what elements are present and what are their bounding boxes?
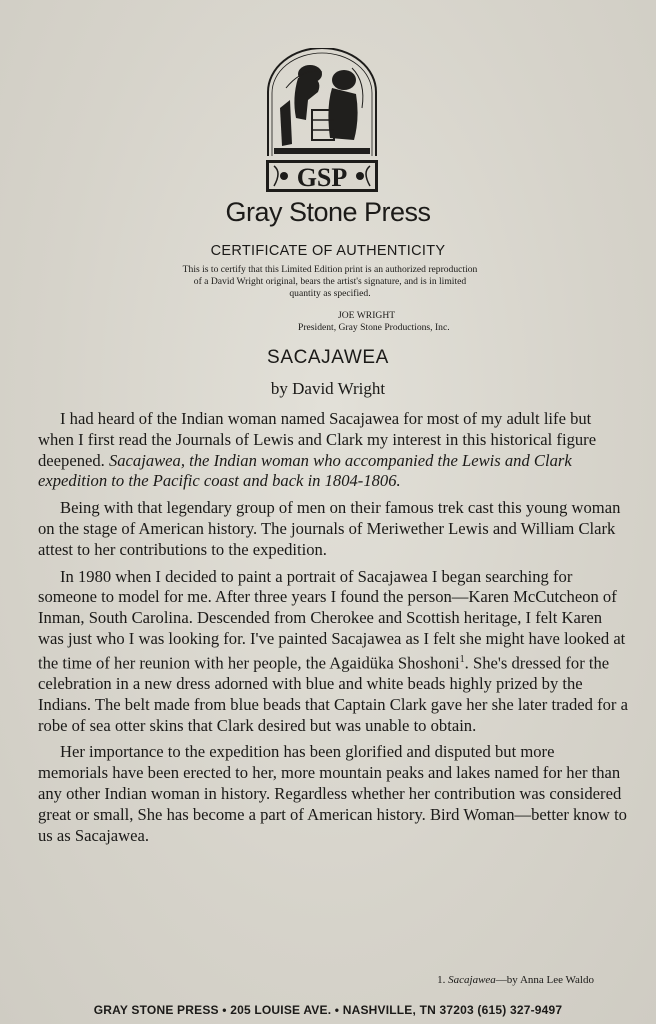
statement-paragraph-1 bbox=[38, 409, 628, 492]
artist-statement bbox=[38, 409, 628, 846]
certificate-line: of a David Wright original, bears the artist's signature, and is in limited bbox=[193, 276, 467, 287]
gray-stone-press-logo bbox=[262, 48, 382, 196]
paragraph-text: . She's dressed for the celebration in a new dress adorned with blue and white beads highly prized by the Indians. The belt made from blue beads that Captain Clark gave her she later traded for a robe of sea otter skins that Clark desired but was unable to obtain. bbox=[38, 653, 628, 735]
signer-block bbox=[298, 310, 558, 334]
paragraph-italic-text: Sacajawea, the Indian woman who accompanied the Lewis and Clark expedition to the Pacific coast and back in 1804-1806. bbox=[38, 450, 572, 491]
artwork-title: SACAJAWEA bbox=[267, 347, 389, 368]
paragraph-text: In 1980 when I decided to paint a portrait of Sacajawea I began searching for someone to model for me. After three years I found the person—Karen McCutcheon of Inman, South Carolina. Descended from Cherokee and Scottish heritage, I felt Karen was just who I was looking for. I've painted Sacajawea as I felt she might have looked at the time of her reunion with her people, the Agaidüka Shoshoni bbox=[38, 566, 626, 673]
footnote bbox=[437, 974, 594, 986]
artwork-byline: by David Wright bbox=[270, 379, 386, 398]
certificate-statement bbox=[150, 264, 510, 300]
footnote-author: —by Anna Lee Waldo bbox=[495, 974, 594, 986]
signer-name: JOE WRIGHT bbox=[338, 310, 396, 321]
footnote-number: 1. bbox=[437, 974, 446, 986]
certificate-line: This is to certify that this Limited Edition print is an authorized reproduction bbox=[182, 264, 478, 275]
footnote-title: Sacajawea bbox=[448, 974, 496, 986]
publisher-address-footer: GRAY STONE PRESS • 205 LOUISE AVE. • NASHVILLE, TN 37203 (615) 327-9497 bbox=[93, 1003, 563, 1017]
certificate-title: CERTIFICATE OF AUTHENTICITY bbox=[210, 243, 446, 259]
certificate-line: quantity as specified. bbox=[289, 288, 371, 299]
statement-paragraph-4: Her importance to the expedition has been glorified and disputed but more memorials have been erected to her, more mountain peaks and lakes named for her than any other Indian woman in history. Regardless whether her contribution was considered great or small, She has become a part of American history. Bird Woman—better know to us as Sacajawea. bbox=[38, 742, 627, 845]
signer-title: President, Gray Stone Productions, Inc. bbox=[298, 322, 450, 333]
footnote-marker: 1 bbox=[459, 653, 465, 665]
paragraph-text: I had heard of the Indian woman named Sacajawea for most of my adult life but when I first read the Journals of Lewis and Clark my interest in this historical figure deepened. bbox=[38, 409, 597, 470]
statement-paragraph-2: Being with that legendary group of men on their famous trek cast this young woman on the stage of American history. The journals of Meriwether Lewis and William Clark attest to her contributions to the expedition. bbox=[38, 498, 621, 559]
press-name: Gray Stone Press bbox=[225, 197, 431, 227]
statement-paragraph-3 bbox=[38, 567, 628, 737]
logo-monogram: GSP bbox=[296, 163, 348, 192]
